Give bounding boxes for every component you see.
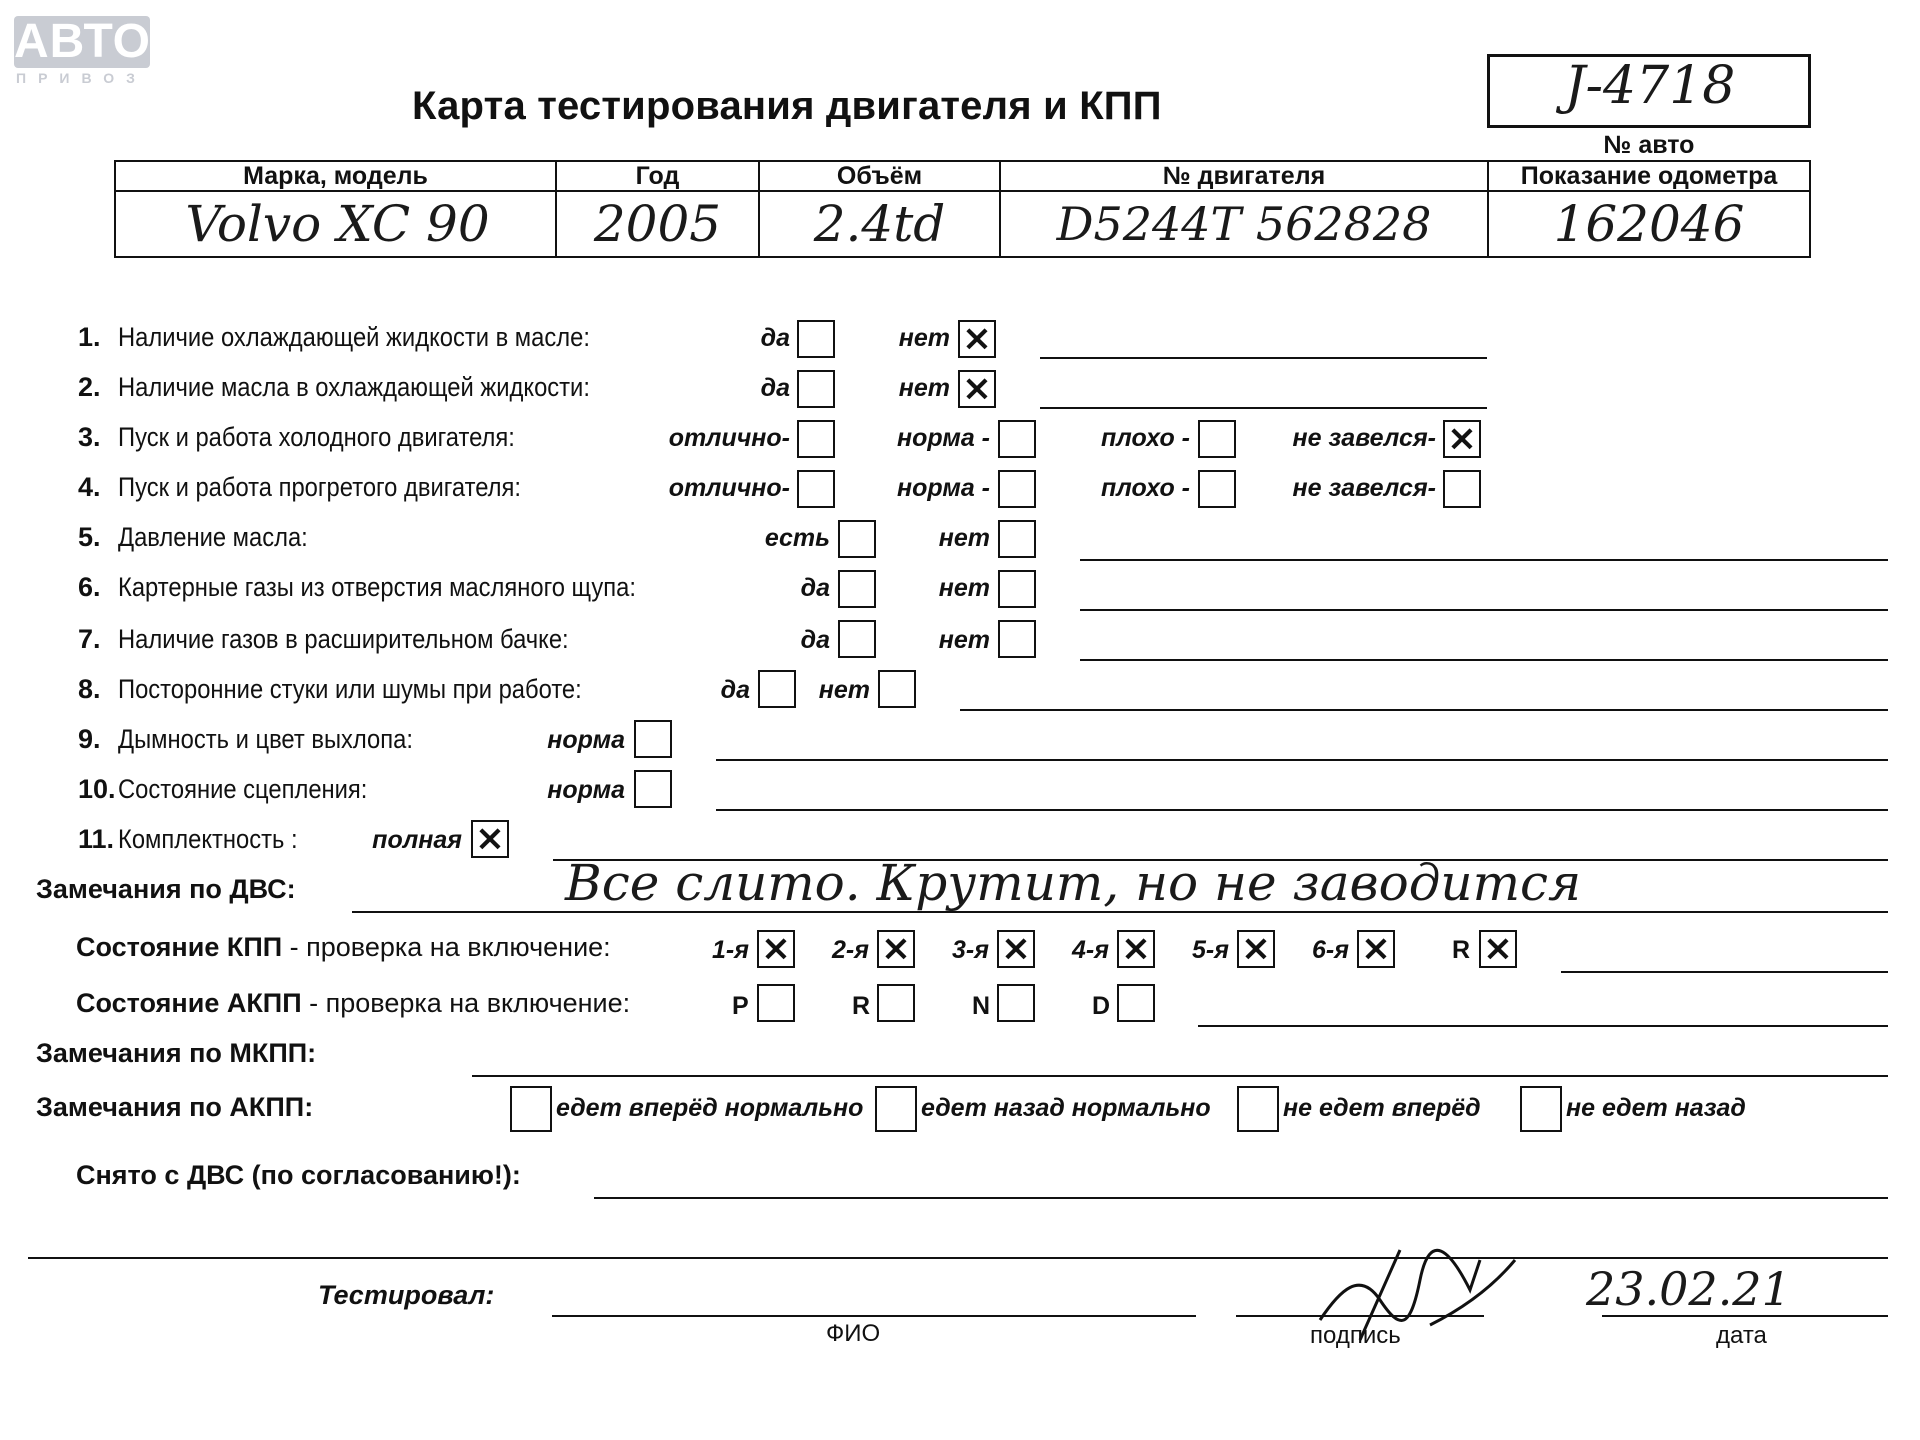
option-excellent-label: отлично-	[668, 424, 790, 452]
question-number: 5.	[78, 522, 101, 552]
signature-caption: подпись	[1310, 1322, 1401, 1349]
checkbox-gear-6[interactable]: ×	[1357, 930, 1395, 968]
gear-label: 1-я	[712, 936, 749, 964]
checkbox-cold-no-start[interactable]: ×	[1443, 420, 1481, 458]
option-no-start-label: не завелся-	[1292, 424, 1436, 452]
question-text: Пуск и работа прогретого двигателя:	[118, 472, 521, 502]
date-caption: дата	[1716, 1322, 1767, 1349]
checkbox-oil-in-coolant-no[interactable]: ×	[958, 370, 996, 408]
checkbox-mode-d[interactable]	[1117, 984, 1155, 1022]
question-text: Наличие газов в расширительном бачке:	[118, 624, 569, 654]
ice-remarks-value: Все слито. Крутит, но не заводится	[565, 854, 1582, 912]
option-bad-label: плохо -	[1101, 424, 1190, 452]
logo: АВТО	[14, 15, 151, 68]
car-number-value: J-4718	[1564, 56, 1736, 116]
option-no-label: нет	[898, 374, 950, 402]
checkbox-warm-bad[interactable]	[1198, 470, 1236, 508]
question-number: 9.	[78, 724, 101, 754]
option-full-label: полная	[372, 826, 462, 854]
date-value: 23.02.21	[1586, 1262, 1791, 1316]
question-text: Наличие масла в охлаждающей жидкости:	[118, 372, 590, 402]
checkbox-mode-r[interactable]	[877, 984, 915, 1022]
auto-gearbox-label: Состояние АКПП - проверка на включение:	[76, 988, 631, 1018]
question-number: 1.	[78, 322, 101, 352]
question-text: Пуск и работа холодного двигателя:	[118, 422, 515, 452]
checkbox-gear-3[interactable]: ×	[997, 930, 1035, 968]
checkbox-coolant-in-oil-yes[interactable]	[797, 320, 835, 358]
value-volume: 2.4td	[813, 195, 946, 253]
checkbox-oil-in-coolant-yes[interactable]	[797, 370, 835, 408]
mode-label: D	[1092, 992, 1111, 1020]
option-yes-label: да	[800, 574, 830, 602]
question-number: 3.	[78, 422, 101, 452]
checkbox-oil-pressure-present[interactable]	[838, 520, 876, 558]
checkbox-oil-pressure-no[interactable]	[998, 520, 1036, 558]
fio-caption: ФИО	[826, 1320, 881, 1347]
option-yes-label: да	[760, 324, 790, 352]
option-normal-label: норма -	[897, 424, 990, 452]
gear-label: R	[1452, 936, 1471, 964]
question-text: Дымность и цвет выхлопа:	[118, 724, 413, 754]
manual-gearbox-label: Состояние КПП - проверка на включение:	[76, 932, 611, 962]
option-no-label: нет	[938, 626, 990, 654]
checkbox-expansion-tank-no[interactable]	[998, 620, 1036, 658]
value-year: 2005	[593, 195, 722, 253]
removed-label: Снято с ДВС (по согласованию!):	[76, 1160, 521, 1190]
option-no-label: нет	[818, 676, 870, 704]
option-label: едет вперёд нормально	[556, 1094, 864, 1122]
col-year: Год	[635, 162, 680, 190]
value-model: Volvo XC 90	[185, 195, 490, 253]
checkbox-coolant-in-oil-no[interactable]: ×	[958, 320, 996, 358]
option-normal-label: норма -	[897, 474, 990, 502]
gear-label: 3-я	[952, 936, 989, 964]
option-no-label: нет	[938, 524, 990, 552]
checkbox-no-forward[interactable]	[1237, 1086, 1279, 1132]
option-no-label: нет	[898, 324, 950, 352]
question-text: Картерные газы из отверстия масляного щупа:	[118, 572, 636, 602]
question-text: Посторонние стуки или шумы при работе:	[118, 674, 582, 704]
col-model: Марка, модель	[243, 162, 428, 190]
question-text: Наличие охлаждающей жидкости в масле:	[118, 322, 590, 352]
signature-mark	[1300, 1230, 1530, 1350]
tested-by-label: Тестировал:	[318, 1280, 495, 1310]
checkbox-mode-n[interactable]	[997, 984, 1035, 1022]
gear-label: 6-я	[1312, 936, 1349, 964]
checkbox-reverse-normal[interactable]	[875, 1086, 917, 1132]
checkbox-warm-no-start[interactable]	[1443, 470, 1481, 508]
option-norm-label: норма	[547, 776, 625, 804]
value-engine-no: D5244T 562828	[1056, 197, 1432, 251]
question-number: 7.	[78, 624, 101, 654]
akpp-remarks-label: Замечания по АКПП:	[36, 1092, 314, 1122]
checkbox-warm-normal[interactable]	[998, 470, 1036, 508]
checkbox-no-reverse[interactable]	[1520, 1086, 1562, 1132]
checkbox-forward-normal[interactable]	[510, 1086, 552, 1132]
mode-label: R	[852, 992, 871, 1020]
page-title: Карта тестирования двигателя и КПП	[412, 84, 1162, 128]
col-odometer: Показание одометра	[1520, 162, 1778, 190]
option-norm-label: норма	[547, 726, 625, 754]
checkbox-noise-no[interactable]	[878, 670, 916, 708]
checkbox-gear-r[interactable]: ×	[1479, 930, 1517, 968]
car-number-label: № авто	[1603, 131, 1695, 159]
checkbox-warm-excellent[interactable]	[797, 470, 835, 508]
checkbox-clutch-norm[interactable]	[634, 770, 672, 808]
gear-label: 5-я	[1192, 936, 1229, 964]
col-volume: Объём	[836, 162, 923, 190]
option-excellent-label: отлично-	[668, 474, 790, 502]
checkbox-expansion-tank-yes[interactable]	[838, 620, 876, 658]
option-bad-label: плохо -	[1101, 474, 1190, 502]
question-text: Состояние сцепления:	[118, 774, 368, 804]
option-no-label: нет	[938, 574, 990, 602]
option-present-label: есть	[764, 524, 830, 552]
mkpp-remarks-label: Замечания по МКПП:	[36, 1038, 317, 1068]
gear-label: 4-я	[1072, 936, 1109, 964]
question-number: 10.	[78, 774, 116, 804]
checkbox-cold-normal[interactable]	[998, 420, 1036, 458]
question-text: Давление масла:	[118, 522, 308, 552]
checkbox-gear-2[interactable]: ×	[877, 930, 915, 968]
col-engine-no: № двигателя	[1162, 162, 1326, 190]
checkbox-exhaust-norm[interactable]	[634, 720, 672, 758]
option-label: не едет вперёд	[1283, 1094, 1481, 1122]
checkbox-crankcase-yes[interactable]	[838, 570, 876, 608]
option-yes-label: да	[720, 676, 750, 704]
logo-subtitle: ПРИВОЗ	[16, 70, 147, 86]
checkbox-mode-p[interactable]	[757, 984, 795, 1022]
question-number: 8.	[78, 674, 101, 704]
checkbox-completeness-full[interactable]: ×	[471, 820, 509, 858]
option-yes-label: да	[760, 374, 790, 402]
ice-remarks-label: Замечания по ДВС:	[36, 874, 296, 904]
checkbox-cold-excellent[interactable]	[797, 420, 835, 458]
question-text: Комплектность :	[118, 824, 298, 854]
checkbox-crankcase-no[interactable]	[998, 570, 1036, 608]
option-label: не едет назад	[1566, 1094, 1746, 1122]
gear-label: 2-я	[832, 936, 869, 964]
value-odometer: 162046	[1553, 195, 1745, 253]
option-label: едет назад нормально	[921, 1094, 1211, 1122]
mode-label: P	[732, 992, 749, 1020]
checkbox-gear-5[interactable]: ×	[1237, 930, 1275, 968]
mode-label: N	[972, 992, 991, 1020]
checkbox-cold-bad[interactable]	[1198, 420, 1236, 458]
option-no-start-label: не завелся-	[1292, 474, 1436, 502]
question-number: 2.	[78, 372, 101, 402]
question-number: 11.	[78, 824, 115, 854]
question-number: 4.	[78, 472, 101, 502]
checkbox-gear-1[interactable]: ×	[757, 930, 795, 968]
checkbox-gear-4[interactable]: ×	[1117, 930, 1155, 968]
option-yes-label: да	[800, 626, 830, 654]
question-number: 6.	[78, 572, 101, 602]
